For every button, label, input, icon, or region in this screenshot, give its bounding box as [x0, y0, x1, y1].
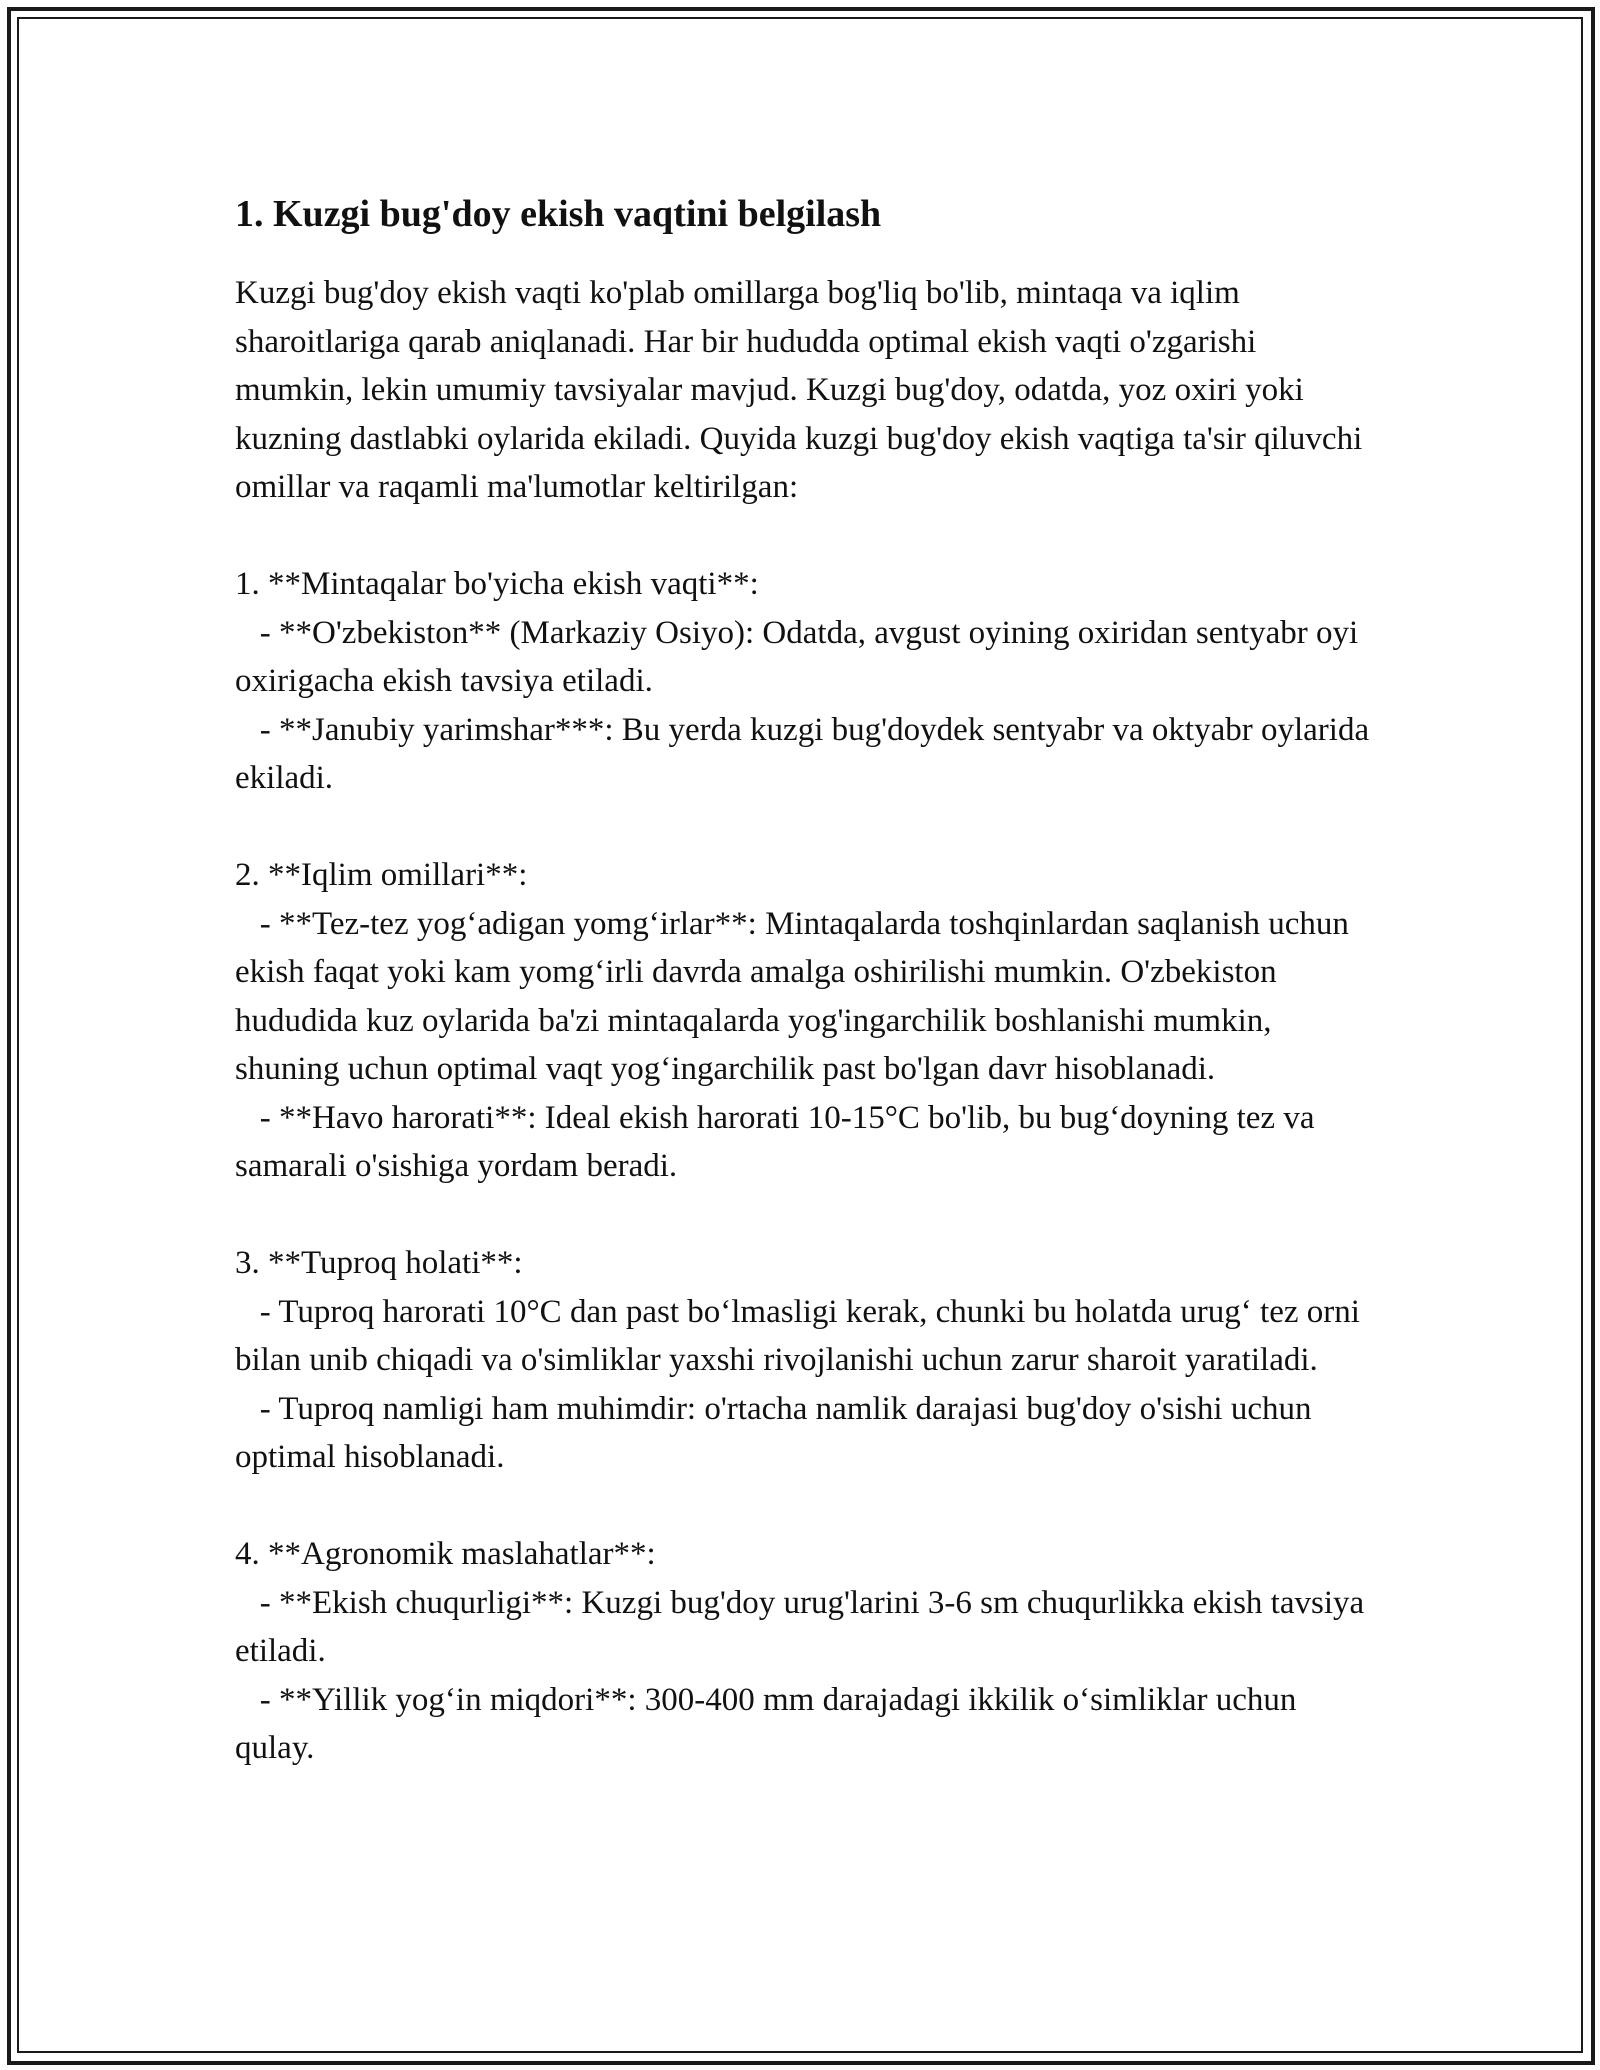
section-heading: 2. **Iqlim omillari**: [235, 857, 528, 893]
section-item: - **O'zbekiston** (Markaziy Osiyo): Odatda, avgust oyining oxiridan sentyabr oyi oxirigacha ekish tavsiya etiladi. [235, 614, 1367, 699]
section-item: - **Ekish chuqurligi**: Kuzgi bug'doy urug'larini 3-6 sm chuqurlikka ekish tavsiya etiladi. [235, 1584, 1373, 1669]
section-agronomy [235, 1530, 1375, 1773]
section-item: - **Havo harorati**: Ideal ekish harorati 10-15°C bo'lib, bu bug‘doyning tez va samarali o'sishiga yordam beradi. [235, 1099, 1323, 1184]
section-soil [235, 1239, 1375, 1482]
section-item: - **Tez-tez yog‘adigan yomg‘irlar**: Mintaqalarda toshqinlardan saqlanish uchun ekish faqat yoki kam yomg‘irli davrda amalga oshirilishi mumkin. O'zbekiston hududida kuz oylarida ba'zi mintaqalarda yog'ingarchilik boshlanishi mumkin, shuning uchun optimal vaqt yog‘ingarchilik past bo'lgan davr hisoblanadi. [235, 905, 1358, 1087]
document-body [235, 185, 1378, 1773]
section-item: - Tuproq harorati 10°C dan past bo‘lmasligi kerak, chunki bu holatda urug‘ tez orni bilan unib chiqadi va o'simliklar yaxshi rivojlanishi uchun zarur sharoit yaratiladi. [235, 1293, 1369, 1378]
section-heading: 1. **Mintaqalar bo'yicha ekish vaqti**: [235, 566, 759, 602]
spacer [235, 1482, 1375, 1531]
document-title: 1. Kuzgi bug'doy ekish vaqtini belgilash [235, 193, 882, 235]
spacer [235, 1191, 1375, 1240]
section-item: - **Janubiy yarimshar***: Bu yerda kuzgi bug'doydek sentyabr va oktyabr oylarida ekiladi. [235, 711, 1378, 796]
spacer [235, 512, 1375, 561]
intro-paragraph: Kuzgi bug'doy ekish vaqti ko'plab omillarga bog'liq bo'lib, mintaqa va iqlim sharoitlariga qarab aniqlanadi. Har bir hududda optimal ekish vaqti o'zgarishi mumkin, lekin umumiy tavsiyalar mavjud. Kuzgi bug'doy, odatda, yoz oxiri yoki kuzning dastlabki oylarida ekiladi. Quyida kuzgi bug'doy ekish vaqtiga ta'sir qiluvchi omillar va raqamli ma'lumotlar keltirilgan: [235, 275, 1371, 505]
section-item: - **Yillik yog‘in miqdori**: 300-400 mm darajadagi ikkilik o‘simliklar uchun qulay. [235, 1681, 1305, 1766]
section-heading: 4. **Agronomik maslahatlar**: [235, 1536, 656, 1572]
section-climate [235, 851, 1375, 1191]
section-regions [235, 560, 1378, 803]
spacer [235, 803, 1375, 852]
section-item: - Tuproq namligi ham muhimdir: o'rtacha namlik darajasi bug'doy o'sishi uchun optimal hisoblanadi. [235, 1390, 1320, 1475]
section-heading: 3. **Tuproq holati**: [235, 1245, 523, 1281]
